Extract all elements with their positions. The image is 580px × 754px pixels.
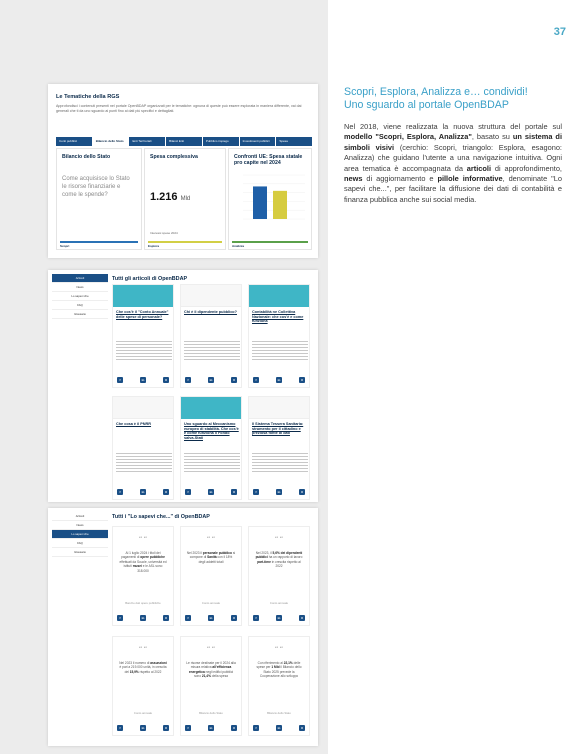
fact-text	[118, 551, 168, 573]
article-image	[181, 285, 241, 307]
article-excerpt	[252, 341, 308, 362]
fact-bold: part-time	[257, 559, 271, 564]
menu-item-articoli[interactable]: Articoli	[52, 512, 108, 521]
text-line	[252, 356, 308, 357]
fact-part: in crescita rispetto al 2022	[270, 559, 301, 569]
fact-card[interactable]	[180, 636, 242, 736]
text-line	[116, 468, 172, 469]
right-pane	[328, 0, 580, 754]
share-icon[interactable]: in	[141, 726, 145, 730]
fact-card[interactable]	[180, 526, 242, 626]
text-line	[184, 347, 240, 348]
text-line	[252, 353, 308, 354]
share-icon[interactable]: f	[117, 377, 123, 383]
share-icon[interactable]: in	[209, 616, 213, 620]
fact-bold: opere pubbliche	[140, 555, 165, 560]
text-line	[184, 453, 240, 454]
share-icon[interactable]: X	[300, 490, 303, 494]
menu-item-lo-sapevi-che[interactable]: Lo sapevi che	[52, 530, 108, 539]
text-line	[252, 456, 308, 457]
menu-item-news[interactable]: News	[52, 521, 108, 530]
share-bar	[117, 615, 169, 621]
fact-part: Nel 2023, il	[255, 551, 273, 555]
text-line	[252, 347, 308, 348]
fact-text	[254, 551, 304, 569]
text-line	[184, 456, 240, 457]
text-line	[252, 453, 308, 454]
fact-part: il Bilancio dello Stato 2025 prevede la Cooperazione allo sviluppo	[259, 665, 302, 679]
share-icon[interactable]: X	[232, 726, 235, 730]
body-part: , basato su	[471, 132, 513, 142]
article-image	[249, 285, 309, 307]
share-icon[interactable]: X	[300, 726, 303, 730]
share-icon[interactable]: f	[185, 615, 191, 621]
share-icon[interactable]: in	[277, 490, 281, 494]
tematiche-screenshot	[48, 84, 318, 258]
text-line	[252, 468, 308, 469]
menu-item-news[interactable]: News	[52, 283, 108, 292]
share-icon[interactable]: f	[253, 489, 259, 495]
fact-part: è pari a 219.000 unità, in crescita del	[119, 665, 167, 674]
menu-item-faq[interactable]: FAQ	[52, 539, 108, 548]
text-line	[116, 344, 172, 345]
article-title[interactable]: Che cosa è il PNRR	[116, 422, 152, 426]
share-icon[interactable]: X	[300, 616, 303, 620]
body-bold: un sistema di simboli visivi	[344, 132, 563, 152]
lo-sapevi-screenshot	[48, 508, 318, 746]
menu-item-articoli[interactable]: Articoli	[52, 274, 108, 283]
tab-investimenti[interactable]: Investimenti pubblici	[240, 137, 276, 146]
tematiche-cards	[56, 148, 312, 250]
share-icon[interactable]: X	[164, 490, 167, 494]
share-icon[interactable]: X	[300, 378, 303, 382]
article-image	[249, 397, 309, 419]
card-esplora[interactable]	[144, 148, 226, 250]
body-part: Nel 2018, viene realizzata la nuova struttura del portale sul	[344, 122, 562, 131]
text-line	[184, 353, 240, 354]
text-line	[184, 356, 240, 357]
article-card[interactable]	[112, 284, 174, 388]
lo-sapevi-title: Tutti i "Lo sapevi che..." di OpenBDAP	[112, 514, 210, 520]
share-bar	[185, 615, 237, 621]
body-part: , denominate "Lo sapevi che...", per facilitare la diffusione dei dati di contabilità e finanza pubblica anche sui social media.	[344, 174, 562, 204]
text-line	[252, 471, 308, 472]
quote-icon: “ “	[207, 645, 215, 653]
card-analizza-footer[interactable]: Analizza	[232, 241, 308, 246]
article-excerpt	[184, 453, 240, 474]
tab-bilancio-stato[interactable]: Bilancio dello Stato	[93, 137, 129, 146]
share-bar	[253, 615, 305, 621]
lo-sapevi-grid	[112, 526, 312, 736]
articoli-screenshot	[48, 270, 318, 502]
text-line	[184, 471, 240, 472]
article-card[interactable]	[248, 396, 310, 500]
share-bar	[253, 489, 305, 495]
fact-part: Nel 2023 il numero di	[119, 661, 151, 665]
fact-bold: musei	[132, 564, 142, 569]
tab-pubblico-impiego[interactable]: Pubblico impiego	[203, 137, 239, 146]
card-scopri-question: Come acquisisce lo Stato le risorse finanziarie e come le spende?	[62, 176, 130, 198]
fact-part: effettuati da Scuole, università ed istituti	[119, 559, 167, 569]
fact-bold: personale pubblico	[202, 551, 232, 555]
text-line	[252, 341, 308, 342]
fact-text	[186, 661, 236, 679]
fact-source: Bilancio dello Stato	[199, 711, 223, 715]
text-line	[184, 459, 240, 460]
text-line	[252, 350, 308, 351]
tematiche-description: Approfondisci i contenuti presenti nel portale OpenBDAP organizzati per le tematiche: ognuna di queste può essere esplorata in maniera differente, vai dai generali che ti da uno sguardo ai punti fino ai dati più specifici e dettagliati.	[56, 104, 302, 113]
share-icon[interactable]: f	[185, 489, 191, 495]
share-icon[interactable]: X	[232, 490, 235, 494]
tab-spesa[interactable]: Spesa	[276, 137, 312, 146]
article-image	[181, 397, 241, 419]
card-scopri-title: Bilancio dello Stato	[62, 154, 111, 160]
share-icon[interactable]: f	[253, 615, 259, 621]
fact-part: delle spese per	[256, 661, 301, 670]
quote-icon: “ “	[275, 645, 283, 653]
article-title[interactable]: Che cos'è il "Conto Annuale" delle spese di personale?	[116, 310, 169, 319]
share-icon[interactable]: in	[277, 378, 281, 382]
share-bar	[117, 725, 169, 731]
quote-icon: “ “	[139, 645, 147, 653]
article-title[interactable]: Contabilità ne Collettiva Nazionale: che cos'è e come funziona	[252, 310, 304, 324]
share-bar	[253, 725, 305, 731]
body-part: di aggiornamento e	[362, 174, 438, 184]
share-icon[interactable]: in	[277, 616, 281, 620]
quote-icon: “ “	[207, 535, 215, 543]
fact-bold: assunzioni	[150, 661, 167, 665]
share-icon[interactable]: in	[141, 616, 145, 620]
fact-bold: 1 Mld	[271, 665, 280, 670]
fact-part: ha un rapporto di lavoro	[267, 555, 303, 560]
fact-text	[186, 551, 236, 564]
text-line	[116, 341, 172, 342]
text-line	[116, 350, 172, 351]
text-line	[184, 465, 240, 466]
fact-source: Bilancio dello Stato	[267, 711, 291, 715]
body-bold: modello "Scopri, Esplora, Analizza"	[344, 132, 472, 142]
article-image	[113, 397, 173, 419]
share-icon[interactable]: X	[232, 378, 235, 382]
headline	[344, 86, 564, 112]
article-image	[113, 285, 173, 307]
fact-part: si compone di	[189, 551, 236, 560]
headline-line-2: Uno sguardo al portale OpenBDAP	[344, 99, 509, 111]
fact-part: Le risorse destinate per il 2024 alla misura relativa	[186, 661, 236, 670]
fact-part: rispetto al 2022	[138, 669, 162, 674]
fact-part: e le ASL sono 318.000	[137, 564, 163, 573]
card-analizza[interactable]	[228, 148, 312, 250]
article-card[interactable]	[112, 396, 174, 500]
chart-bar[interactable]	[253, 186, 267, 219]
fact-part: Nel 2023 il	[186, 551, 203, 555]
card-analizza-title: Confronti UE: Spesa statale pro capite nel 2024	[234, 154, 303, 166]
body-bold: articoli	[466, 163, 492, 173]
fact-card[interactable]	[112, 636, 174, 736]
body-part: di approfondimento,	[491, 163, 562, 173]
spesa-unit: Mld	[180, 196, 191, 202]
menu-item-glossario[interactable]: Glossario	[52, 310, 108, 319]
fact-text	[254, 661, 304, 679]
quote-icon: “ “	[139, 535, 147, 543]
fact-bold: 15,9%	[129, 669, 139, 674]
article-excerpt	[252, 453, 308, 474]
text-line	[116, 356, 172, 357]
text-line	[116, 353, 172, 354]
share-icon[interactable]: f	[117, 489, 123, 495]
share-icon[interactable]: in	[277, 726, 281, 730]
fact-source: Conto annuale	[133, 711, 153, 715]
article-card[interactable]	[180, 396, 242, 500]
text-line	[116, 465, 172, 466]
fact-part: Al 1 luglio 2024 i titoli dei pagamenti di	[121, 551, 161, 560]
fact-part: negli edifici pubblici sono	[194, 669, 234, 679]
text-line	[252, 359, 308, 360]
share-icon[interactable]: in	[209, 378, 213, 382]
quote-icon: “ “	[275, 535, 283, 543]
share-bar	[117, 377, 169, 383]
tab-bilanci-enti[interactable]: Bilanci Enti	[166, 137, 202, 146]
share-icon[interactable]: f	[185, 725, 191, 731]
text-line	[116, 462, 172, 463]
lo-sapevi-side-menu	[52, 512, 108, 557]
text-line	[116, 471, 172, 472]
tematiche-title: Le Tematiche della RGS	[56, 94, 120, 100]
article-excerpt	[116, 453, 172, 474]
menu-item-lo-sapevi-che[interactable]: Lo sapevi che	[52, 292, 108, 301]
article-title[interactable]: Uno sguardo al Meccanismo europeo di stabilità. Che cos'è e come funziona il Fondo salva-Stati	[184, 422, 239, 440]
share-icon[interactable]: X	[164, 378, 167, 382]
headline-line-1: Scopri, Esplora, Analizza e… condividi!	[344, 86, 528, 98]
share-icon[interactable]: X	[232, 616, 235, 620]
card-scopri-footer[interactable]: Scopri	[60, 241, 138, 246]
menu-item-glossario[interactable]: Glossario	[52, 548, 108, 557]
chart-bar[interactable]	[273, 191, 287, 219]
article-excerpt	[116, 341, 172, 362]
article-title[interactable]: Il Sistema Tessera Sanitaria: strumento per il cittadino e preziosa fonte di dati	[252, 422, 304, 436]
fact-source: Banche dati opere pubbliche	[125, 601, 161, 605]
article-excerpt	[184, 341, 240, 362]
text-line	[184, 344, 240, 345]
share-icon[interactable]: f	[185, 377, 191, 383]
tab-conti-pubblici[interactable]: Conti pubblici	[56, 137, 92, 146]
articoli-grid	[112, 284, 312, 500]
body-paragraph	[344, 122, 562, 205]
share-icon[interactable]: f	[117, 615, 123, 621]
text-line	[252, 344, 308, 345]
tematiche-tabs	[56, 137, 312, 146]
fact-source: Conto annuale	[269, 601, 289, 605]
fact-card[interactable]	[248, 526, 310, 626]
fact-bold: 22,1%	[283, 661, 293, 665]
share-icon[interactable]: in	[141, 490, 145, 494]
body-part: (cerchio: Scopri, triangolo: Esplora, esagono: Analizza) che guidano l'utente a una navigazione intuitiva. Ogni area tematica è accompagnata da	[344, 142, 562, 173]
body-bold: pillole informative	[437, 174, 503, 184]
menu-item-faq[interactable]: FAQ	[52, 301, 108, 310]
share-bar	[185, 377, 237, 383]
article-title[interactable]: Chi è il dipendente pubblico?	[184, 310, 237, 314]
card-esplora-footer[interactable]: Esplora	[148, 241, 222, 246]
fact-bold: all'efficienza energetica	[188, 665, 232, 674]
text-line	[116, 347, 172, 348]
share-icon[interactable]: f	[253, 725, 259, 731]
text-line	[184, 350, 240, 351]
text-line	[116, 359, 172, 360]
fact-text	[118, 661, 168, 674]
fact-source: Conto annuale	[201, 601, 221, 605]
text-line	[252, 459, 308, 460]
fact-card[interactable]	[112, 526, 174, 626]
share-icon[interactable]: in	[209, 490, 213, 494]
fact-part: Con riferimento al	[257, 661, 284, 665]
share-icon[interactable]: in	[209, 726, 213, 730]
text-line	[116, 456, 172, 457]
fact-bold: 5,6% dei dipendenti pubblici	[255, 551, 303, 560]
article-card[interactable]	[248, 284, 310, 388]
page-number: 37	[553, 26, 566, 38]
card-esplora-note: Interessi spese 2024	[150, 231, 178, 235]
fact-bold: Sanità	[207, 555, 217, 560]
body-bold: news	[344, 174, 363, 184]
share-bar	[185, 489, 237, 495]
card-scopri[interactable]	[56, 148, 142, 250]
fact-part: con il 18% degli addetti totali	[198, 555, 233, 564]
fact-bold: 21,4%	[201, 674, 211, 679]
text-line	[116, 459, 172, 460]
text-line	[252, 465, 308, 466]
share-icon[interactable]: X	[164, 726, 167, 730]
text-line	[184, 468, 240, 469]
fact-part: della spesa	[210, 674, 228, 679]
text-line	[184, 359, 240, 360]
share-bar	[117, 489, 169, 495]
fact-card[interactable]	[248, 636, 310, 736]
share-icon[interactable]: X	[164, 616, 167, 620]
share-bar	[185, 725, 237, 731]
tab-enti-territoriali[interactable]: Enti Territoriali	[129, 137, 165, 146]
text-line	[252, 462, 308, 463]
articoli-side-menu	[52, 274, 108, 319]
text-line	[116, 453, 172, 454]
article-card[interactable]	[180, 284, 242, 388]
share-icon[interactable]: in	[141, 378, 145, 382]
card-esplora-value	[150, 191, 190, 203]
confronti-ue-chart	[235, 171, 307, 227]
text-line	[184, 462, 240, 463]
share-icon[interactable]: f	[117, 725, 123, 731]
articoli-title: Tutti gli articoli di OpenBDAP	[112, 276, 188, 282]
share-icon[interactable]: f	[253, 377, 259, 383]
text-line	[184, 341, 240, 342]
card-esplora-title: Spesa complessiva	[150, 154, 198, 160]
spesa-value: 1.216	[150, 191, 178, 203]
share-bar	[253, 377, 305, 383]
